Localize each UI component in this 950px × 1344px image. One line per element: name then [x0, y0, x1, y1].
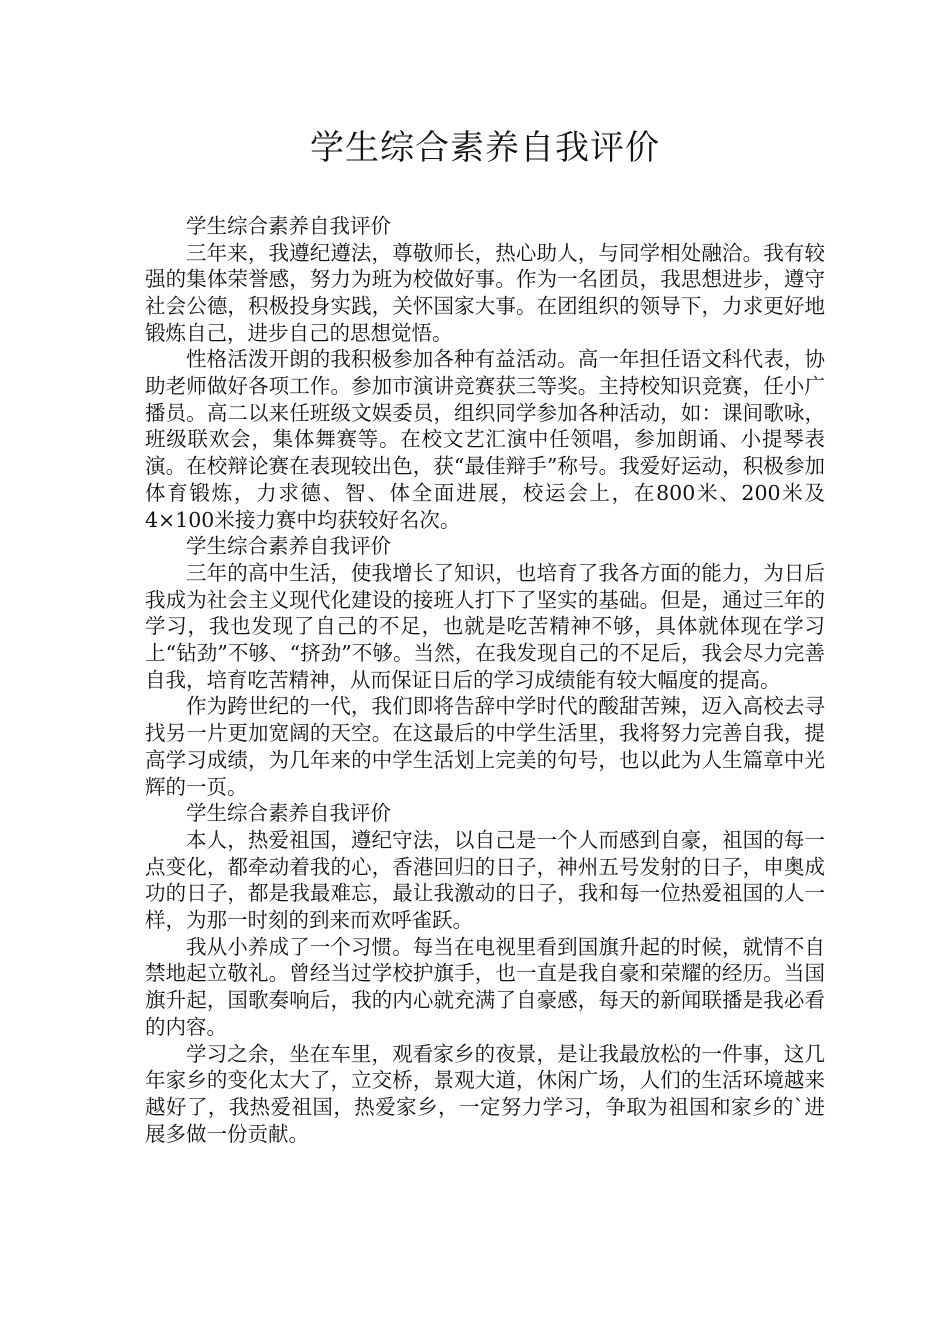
- document-title: 学生综合素养自我评价: [310, 128, 660, 168]
- section-heading: 学生综合素养自我评价: [186, 801, 391, 826]
- body-paragraph: 性格活泼开朗的我积极参加各种有益活动。高一年担任语文科代表，协助老师做好各项工作。参加市演讲竞赛获三等奖。主持校知识竞赛，任小广播员。高二以来任班级文娱委员，组织同学参加各种活动，如：课间歌咏，班级联欢会，集体舞赛等。在校文艺汇演中任领唱，参加朗诵、小提琴表演。在校辩论赛在表现较出色，获“最佳辩手”称号。我爱好运动，积极参加体育锻炼，力求德、智、体全面进展，校运会上，在800米、200米及4×100米接力赛中均获较好名次。: [145, 347, 825, 532]
- section-heading: 学生综合素养自我评价: [186, 213, 391, 238]
- body-paragraph: 三年的高中生活，使我增长了知识，也培育了我各方面的能力，为日后我成为社会主义现代化建设的接班人打下了坚实的基础。但是，通过三年的学习，我也发现了自己的不足，也就是吃苦精神不够，具体就体现在学习上“钻劲”不够、“挤劲”不够。当然，在我发现自己的不足后，我会尽力完善自我，培育吃苦精神，从而保证日后的学习成绩能有较大幅度的提高。: [145, 560, 825, 692]
- body-paragraph: 三年来，我遵纪遵法，尊敬师长，热心助人，与同学相处融洽。我有较强的集体荣誉感，努力为班为校做好事。作为一名团员，我思想进步，遵守社会公德，积极投身实践，关怀国家大事。在团组织的领导下，力求更好地锻炼自己，进步自己的思想觉悟。: [145, 240, 825, 345]
- body-paragraph: 我从小养成了一个习惯。每当在电视里看到国旗升起的时候，就情不自禁地起立敬礼。曾经当过学校护旗手，也一直是我自豪和荣耀的经历。当国旗升起，国歌奏响后，我的内心就充满了自豪感，每天的新闻联播是我必看的内容。: [145, 934, 825, 1039]
- document-body: [145, 213, 825, 1148]
- section-heading: 学生综合素养自我评价: [186, 534, 391, 559]
- document-page: [145, 128, 825, 1147]
- body-paragraph: 学习之余，坐在车里，观看家乡的夜景，是让我最放松的一件事，这几年家乡的变化太大了，立交桥，景观大道，休闲广场，人们的生活环境越来越好了，我热爱祖国，热爱家乡，一定努力学习，争取为祖国和家乡的`进展多做一份贡献。: [145, 1041, 825, 1146]
- body-paragraph: 本人，热爱祖国，遵纪守法，以自己是一个人而感到自豪，祖国的每一点变化，都牵动着我的心，香港回归的日子，神州五号发射的日子，申奥成功的日子，都是我最难忘，最让我激动的日子，我和每一位热爱祖国的人一样，为那一时刻的到来而欢呼雀跃。: [145, 827, 825, 933]
- body-paragraph: 作为跨世纪的一代，我们即将告辞中学时代的酸甜苦辣，迈入高校去寻找另一片更加宽阔的天空。在这最后的中学生活里，我将努力完善自我，提高学习成绩，为几年来的中学生活划上完美的句号，也以此为人生篇章中光辉的一页。: [145, 694, 825, 799]
